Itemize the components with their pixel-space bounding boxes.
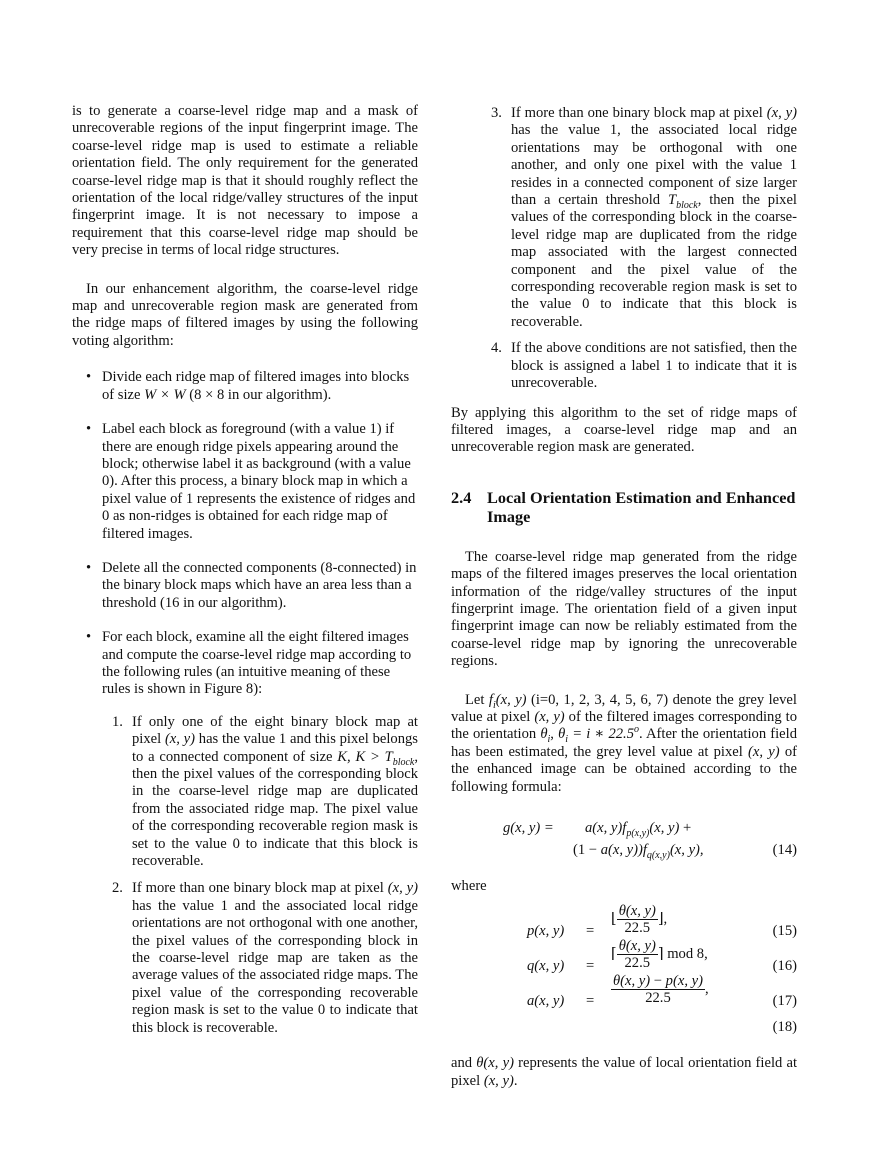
rule-item-2: 2. If more than one binary block map at pixel (x, y) has the value 1 and the associated local ridge orientations are not orthogonal with one another, the pixel values of the corresponding block in the coarse-level ridge map are taken as the average values of the associated ridge maps. The pixel value of the corresponding recoverable region mask is set to the value 0 to indicate that this block is recoverable. (112, 880, 418, 1036)
equation-14: g(x, y) = a(x, $y)f_{p(x,y)}(x$, y) + (1 − a(x, $y))f_{q(x,y)}(x$, y), (14) (503, 820, 797, 861)
paragraph-voting-intro: In our enhancement algorithm, the coarse-level ridge map and unrecoverable region mask are generated from the ridge maps of filtered images by using the following voting algorithm: (72, 280, 418, 349)
equations-15-18: p(x, y) = ⌊ $\frac{\theta(x, y)}{22.5}$ ⌋, (15) q(x, y) = ⌈ $\frac{\theta(x, y)}{22.5}$ ⌉ mod 8, (16) a(x, y) = $\frac{\theta(x, y) - p(x, y)}{22.5}$ , (17) (18) (527, 903, 797, 1036)
paragraph-theta: and θ(x, y) represents the value of local orientation field at pixel (x, y). (451, 1055, 798, 1089)
where-label: where (451, 878, 487, 894)
paragraph-coarse-map: The coarse-level ridge map generated from the ridge maps of the filtered images preserves the local orientation information of the ridge/valley structures of the input fingerprint image. The orientation field of a given input fingerprint image can now be reliably estimated from the coarse-level ridge map by ignoring the unrecoverable regions. (451, 548, 797, 670)
list-item: • Delete all the connected components (8-connected) in the binary block maps which have an area less than a threshold (16 in our algorithm). (72, 560, 418, 612)
list-item: • Label each block as foreground (with a value 1) if there are enough ridge pixels appearing around the block; otherwise label it as background (with a value 0). After this process, a binary block map in which a pixel value of 1 represents the existence of ridges and 0 as non-ridges is obtained for each ridge map of filtered images. (72, 421, 418, 543)
rules-list-right (451, 105, 797, 393)
paragraph-intro: is to generate a coarse-level ridge map and a mask of unrecoverable regions of the input fingerprint image. The coarse-level ridge map is used to estimate a reliable orientation field. The only requirement for the generated coarse-level ridge map is that it should roughly reflect the orientation of the local ridge/valley structures of the input fingerprint image. It is not necessary to impose a requirement that this coarse-level ridge map should be very precise in terms of local ridge structures. (72, 103, 418, 259)
right-column (451, 103, 797, 1090)
list-item: • For each block, examine all the eight filtered images and compute the coarse-level ridge map according to the following rules (an intuitive meaning of these rules is shown in Figure 8): (72, 629, 418, 699)
list-item: • Divide each ridge map of filtered images into blocks of size W × W (8 × 8 in our algorithm). (72, 369, 418, 404)
rule-item-1: 1. If only one of the eight binary block map at pixel (x, y) has the value 1 and this pixel belongs to a connected component of size K, $K > T_{block}$, then the pixel values of the corresponding block in the coarse-level ridge map are duplicated from the associated ridge map. The pixel value of the corresponding recoverable region mask is set to the value 0 to indicate that this block is recoverable. (112, 713, 418, 870)
section-heading: 2.4 Local Orientation Estimation and Enhanced Image (451, 487, 796, 526)
voting-algorithm-list (72, 369, 418, 699)
paragraph-grey-level: Let $f_i(x$, y) (i=0, 1, 2, 3, 4, 5, 6, 7) denote the grey level value at pixel (x, y) of the filtered images corresponding to the orientation $\theta_i$, $\theta_i = i$ ∗ 22.5$^o$. After the orientation field has been estimated, the grey level value at pixel (x, y) of the enhanced image can be obtained according to the following formula: (451, 691, 797, 795)
rules-list-left (72, 714, 418, 1037)
rule-item-3: 3. If more than one binary block map at pixel (x, y) has the value 1, the associated local ridge orientations may be orthogonal with one another, and only one pixel with the value 1 resides in a connected component of size larger than a certain threshold $T_{block}$, then the pixel values of the corresponding block in the coarse-level ridge map are duplicated from the ridge map associated with the largest connected component and the pixel value of the corresponding recoverable region mask is set to the value 0 to indicate that this block is recoverable. (491, 105, 797, 330)
left-column (72, 103, 418, 1047)
rule-item-4: 4. If the above conditions are not satisfied, then the block is assigned a label 1 to indicate that it is unrecoverable. (491, 340, 797, 392)
paragraph-applying: By applying this algorithm to the set of ridge maps of filtered images, a coarse-level ridge map and an unrecoverable region mask are generated. (451, 404, 797, 456)
